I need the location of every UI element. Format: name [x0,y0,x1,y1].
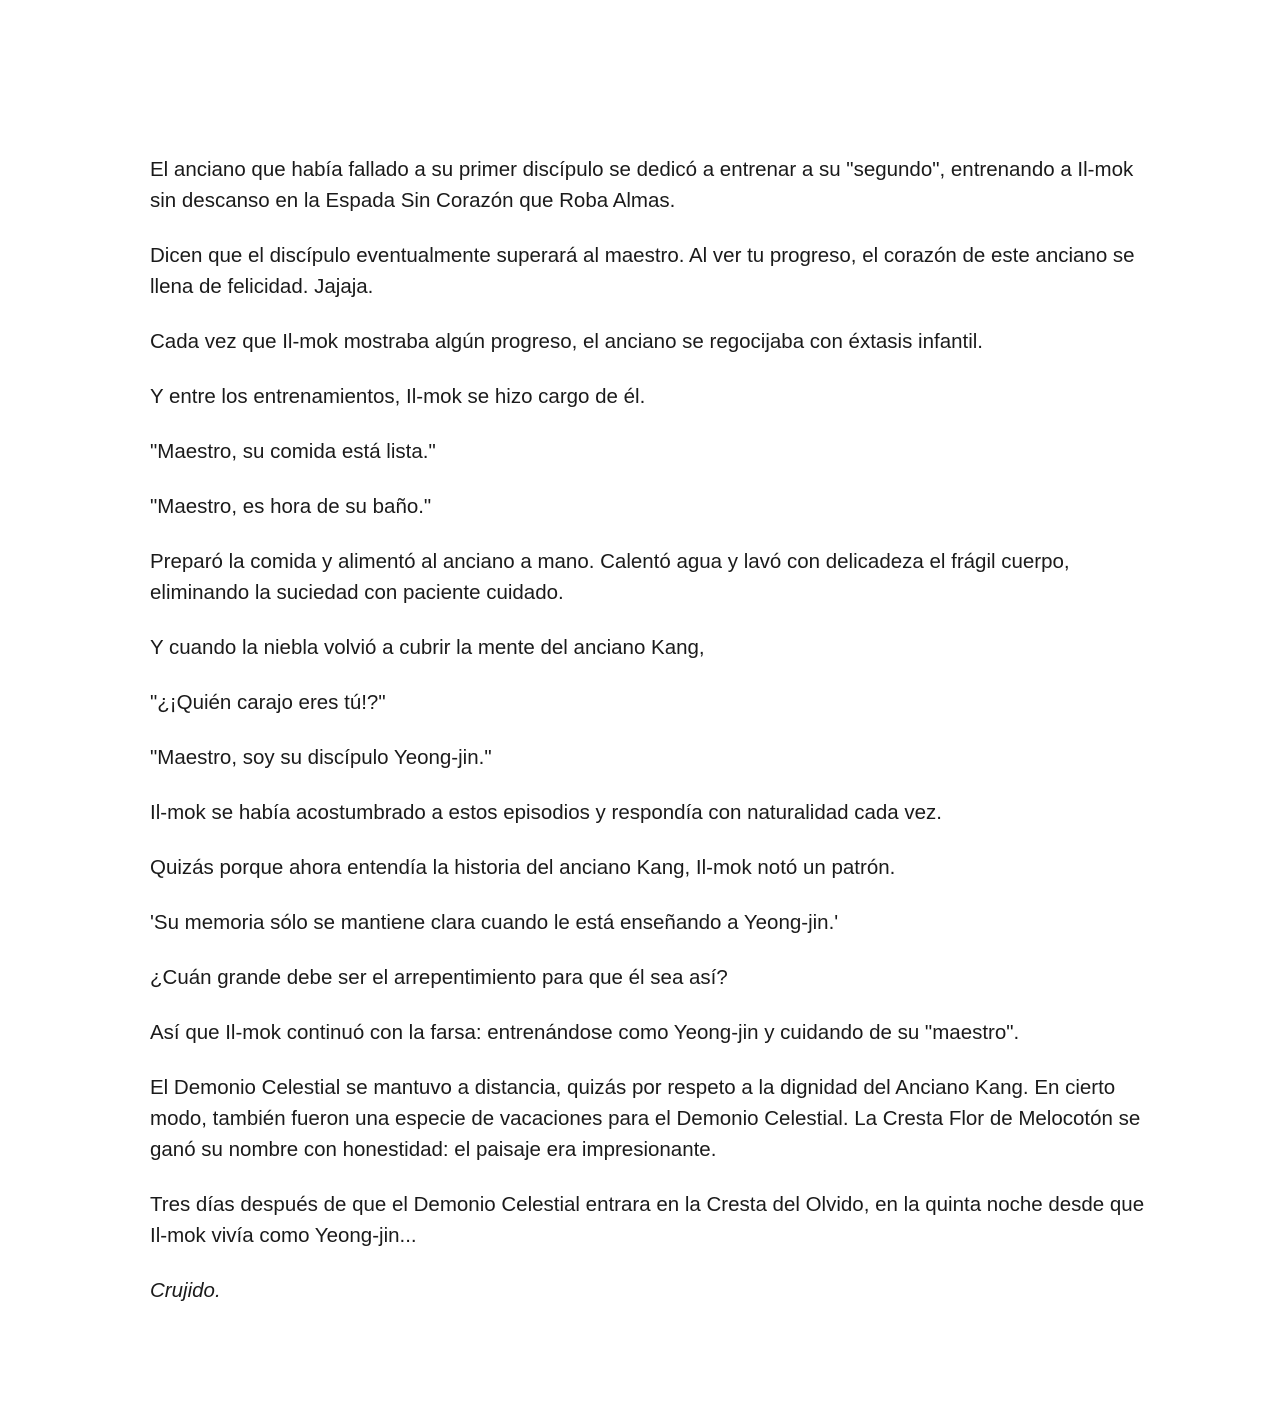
paragraph: Y entre los entrenamientos, Il-mok se hizo cargo de él. [150,385,646,408]
paragraph: Il-mok se había acostumbrado a estos episodios y respondía con naturalidad cada vez. [150,801,942,824]
paragraph: Dicen que el discípulo eventualmente superará al maestro. Al ver tu progreso, el corazón de este anciano se llena de felicidad. Jajaja. [150,244,1135,298]
paragraph: Y cuando la niebla volvió a cubrir la mente del anciano Kang, [150,636,705,659]
paragraph: ¿Cuán grande debe ser el arrepentimiento para que él sea así? [150,966,728,989]
paragraph: "Maestro, es hora de su baño." [150,495,432,518]
italic-paragraph: Crujido. [150,1279,221,1302]
document-body [150,154,1150,1330]
paragraph: 'Su memoria sólo se mantiene clara cuando le está enseñando a Yeong-jin.' [150,911,839,934]
paragraph: "Maestro, su comida está lista." [150,440,436,463]
paragraph: "Maestro, soy su discípulo Yeong-jin." [150,746,492,769]
paragraph: Tres días después de que el Demonio Celestial entrara en la Cresta del Olvido, en la quinta noche desde que Il-mok vivía como Yeong-jin... [150,1193,1145,1247]
paragraph: El anciano que había fallado a su primer discípulo se dedicó a entrenar a su "segundo", entrenando a Il-mok sin descanso en la Espada Sin Corazón que Roba Almas. [150,158,1134,212]
paragraph: Cada vez que Il-mok mostraba algún progreso, el anciano se regocijaba con éxtasis infantil. [150,330,983,353]
paragraph: El Demonio Celestial se mantuvo a distancia, quizás por respeto a la dignidad del Anciano Kang. En cierto modo, también fueron una especie de vacaciones para el Demonio Celestial. La Cresta Flor de Melocotón se ganó su nombre con honestidad: el paisaje era impresionante. [150,1076,1141,1161]
paragraph: Así que Il-mok continuó con la farsa: entrenándose como Yeong-jin y cuidando de su "maestro". [150,1021,1020,1044]
paragraph: Preparó la comida y alimentó al anciano a mano. Calentó agua y lavó con delicadeza el frágil cuerpo, eliminando la suciedad con paciente cuidado. [150,550,1070,604]
paragraph: Quizás porque ahora entendía la historia del anciano Kang, Il-mok notó un patrón. [150,856,896,879]
paragraph: "¿¡Quién carajo eres tú!?" [150,691,386,714]
